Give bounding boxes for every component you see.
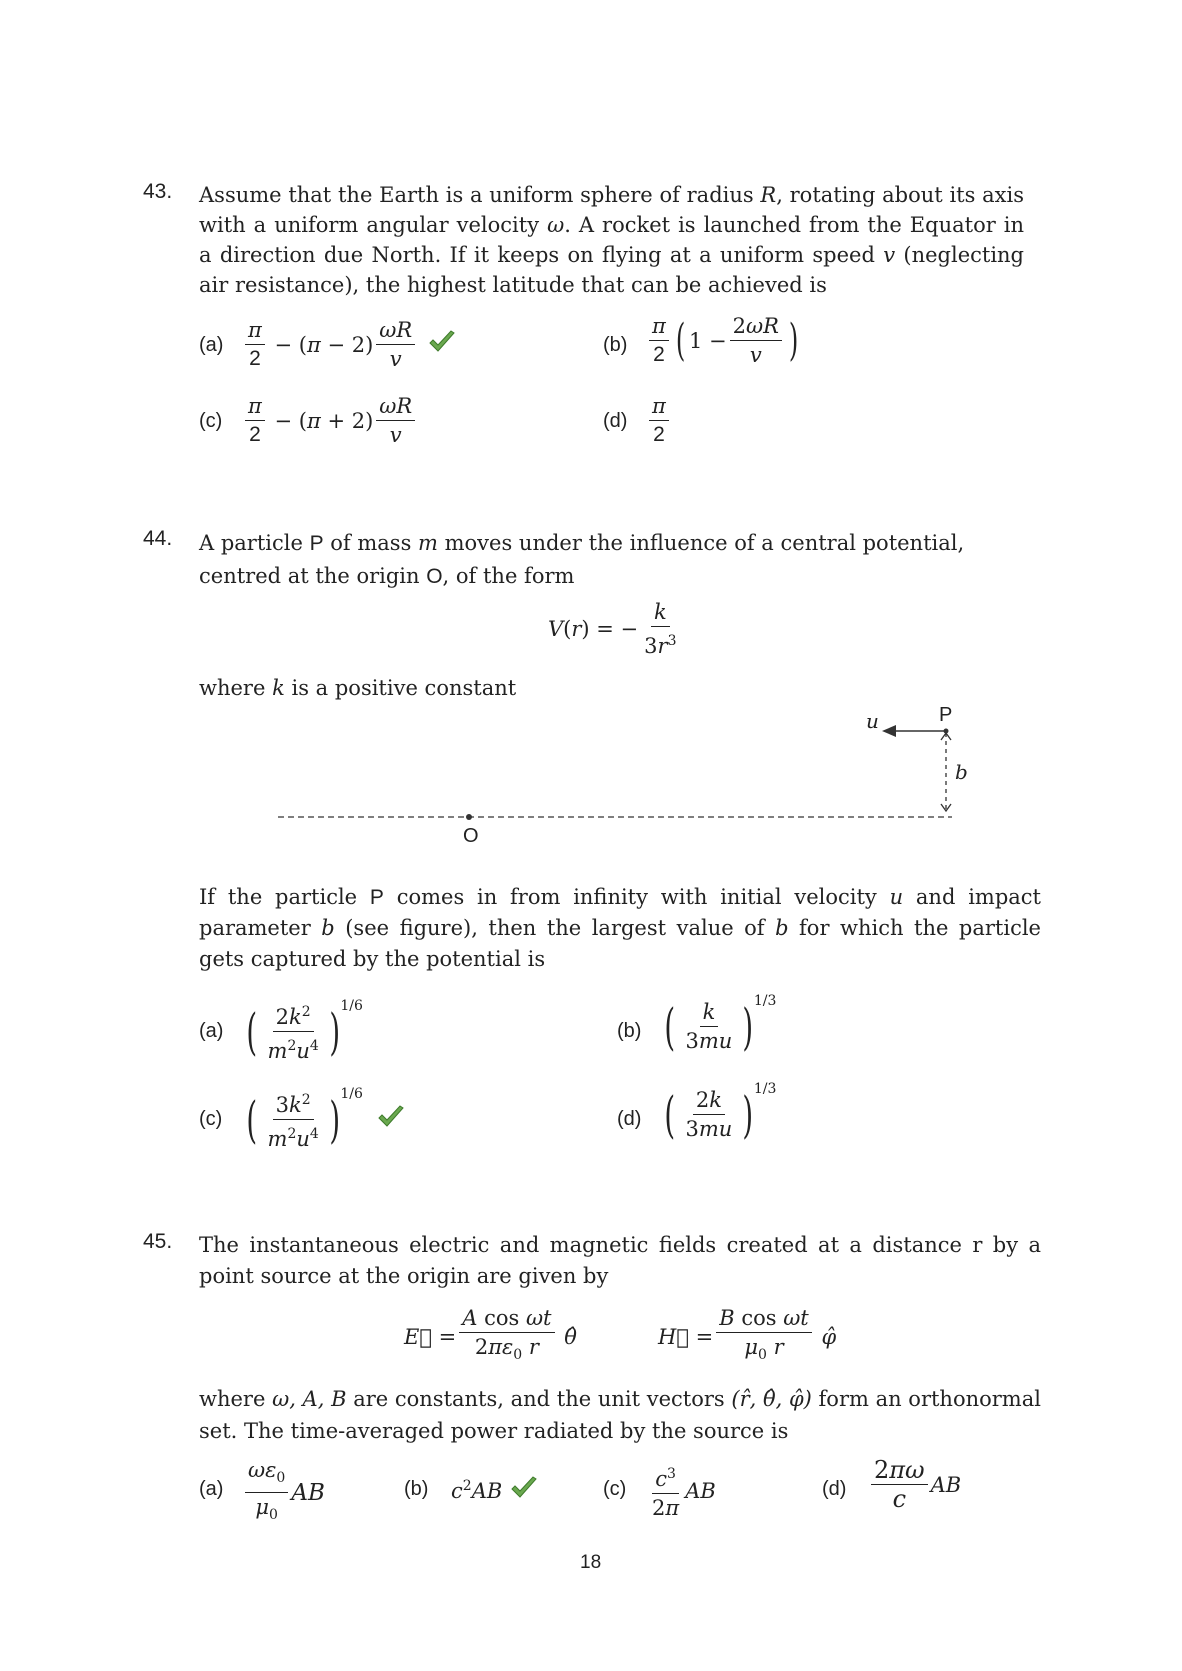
q45-option-c-label[interactable]: (c) <box>603 1478 627 1500</box>
q44-velocity-label: u <box>866 709 879 733</box>
q43-option-d-formula[interactable]: $\frac{\pi}{2}$ <box>646 394 672 447</box>
q45-correct-tick-icon <box>510 1476 538 1505</box>
question-44-intro: A particle P of mass m moves under the influence of a central potential, centred at the origin O, of the form <box>199 531 965 588</box>
q44-scattering-figure <box>270 700 970 850</box>
question-43-text: Assume that the Earth is a uniform sphere of radius R, rotating about its axis with a uniform angular velocity ω. A rocket is launched from the Equator in a direction due North. If it keeps on flying at a uniform speed v (neglecting air resistance), the highest latitude that can be achieved is <box>199 183 1025 297</box>
q44-impact-label: b <box>955 760 968 784</box>
q44-velocity-arrowhead <box>882 725 896 737</box>
q43-correct-tick-icon <box>428 330 456 359</box>
q44-option-c-formula[interactable]: ( $\frac{3k^2}{m^2u^4}$ ) $^{1/6}$ <box>242 1088 405 1151</box>
q43-option-d-label[interactable]: (d) <box>603 410 628 432</box>
q45-option-a-label[interactable]: (a) <box>199 1478 224 1500</box>
q44-option-a-formula[interactable]: ( $\frac{2k^2}{m^2u^4}$ ) $^{1/6}$ <box>246 997 363 1063</box>
q44-correct-tick-icon <box>377 1105 405 1134</box>
q45-electric-field-equation: E⃗ = $\frac{\text{A cos ωt}}{2\pi\varepsilon_0 r}$ θ̂ <box>404 1306 577 1364</box>
q45-option-b-label[interactable]: (b) <box>404 1478 429 1500</box>
q44-question-text: If the particle P comes in from infinity with initial velocity u and impact parameter b (see figure), then the largest value of b for which the particle gets captured by the potential is <box>199 885 1041 971</box>
q44-where-text: where k is a positive constant <box>199 676 517 700</box>
q45-option-b-formula[interactable]: $c^2AB$ <box>451 1476 538 1505</box>
q43-option-b-formula[interactable]: $\frac{\pi}{2}$ ( 1 − $\frac{2\omega R}{v}$ ) <box>646 314 802 367</box>
question-45-intro: The instantaneous electric and magnetic fields created at a distance r by a point source at the origin are given by <box>199 1233 1041 1288</box>
q44-origin-label: O <box>463 825 479 847</box>
q45-where-text: where ω, A, B are constants, and the unit vectors (r̂, θ̂, φ̂) form an orthonormal set. The time-averaged power radiated by the source is <box>199 1387 1041 1443</box>
q44-origin-dot <box>466 814 472 820</box>
q44-option-d-formula[interactable]: ( $\frac{2k}{3mu}$ ) $^{1/3}$ <box>664 1080 777 1144</box>
page-number: 18 <box>580 1552 602 1573</box>
q44-point-p-label: P <box>939 704 953 726</box>
q45-option-c-formula[interactable]: $\frac{c^3}{2\pi}$ AB <box>646 1462 716 1520</box>
q43-option-a-formula[interactable]: $\frac{\pi}{2}$ − (π − 2) $\frac{\omega R}{v}$ <box>242 318 456 371</box>
question-44-number: 44. <box>143 527 173 550</box>
q44-potential-equation: V(r) = − $\frac{k}{3r^3}$ <box>548 600 677 658</box>
q43-option-c-label[interactable]: (c) <box>199 410 223 432</box>
q45-option-d-label[interactable]: (d) <box>822 1478 847 1500</box>
q44-option-a-label[interactable]: (a) <box>199 1020 224 1042</box>
q43-option-a-label[interactable]: (a) <box>199 334 224 356</box>
q45-magnetic-field-equation: H⃗ = $\frac{\text{B cos ωt}}{\mu_0 r}$ φ̂ <box>658 1306 837 1364</box>
q43-option-b-label[interactable]: (b) <box>603 334 628 356</box>
question-43-number: 43. <box>143 180 173 203</box>
q44-option-c-label[interactable]: (c) <box>199 1108 223 1130</box>
question-45-number: 45. <box>143 1230 173 1253</box>
q44-option-b-formula[interactable]: ( $\frac{k}{3mu}$ ) $^{1/3}$ <box>664 992 777 1056</box>
q43-option-c-formula[interactable]: $\frac{\pi}{2}$ − (π + 2) $\frac{\omega R}{v}$ <box>242 394 418 447</box>
q44-option-d-label[interactable]: (d) <box>617 1108 642 1130</box>
q45-option-d-formula[interactable]: $\frac{2\pi\omega}{c}$ AB <box>868 1458 961 1511</box>
q45-option-a-formula[interactable]: $\frac{\omega\varepsilon_0}{\mu_0}$ AB <box>242 1458 325 1527</box>
q44-option-b-label[interactable]: (b) <box>617 1020 642 1042</box>
